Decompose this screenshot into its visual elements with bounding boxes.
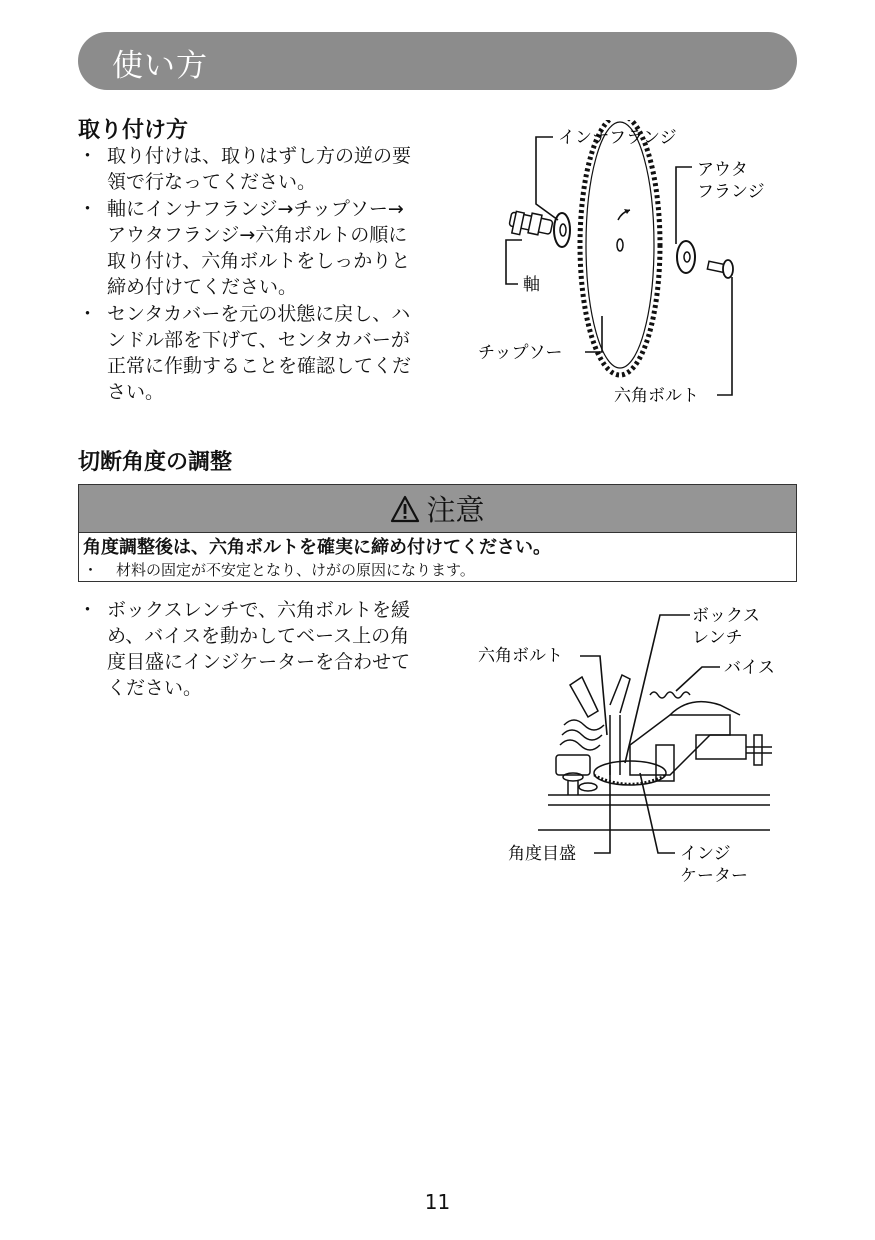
label-outer-flange-line1: アウタ (697, 160, 748, 180)
label-indicator-line2: ケーター (680, 866, 748, 886)
install-heading: 取り付け方 (78, 118, 189, 143)
blade-assembly-figure (470, 120, 800, 410)
list-item: ・ 軸にインナフランジ→チップソー→ アウタフランジ→六角ボルトの順に 取り付け、六角ボルトをしっかりと 締め付けてください。 (78, 198, 411, 298)
caution-sub-text: ・ 材料の固定が不安定となり、けがの原因になります。 (83, 561, 475, 579)
bullet-mark: ・ (78, 303, 98, 325)
label-tip-saw: チップソー (478, 343, 563, 363)
shaft-illustration (509, 211, 553, 234)
section-header-bar (78, 32, 797, 90)
label-hex-bolt: 六角ボルト (614, 386, 699, 406)
bullet-mark: ・ (78, 599, 98, 621)
bullet-mark: ・ (83, 561, 99, 579)
tip-saw-blade-illustration (580, 120, 660, 375)
section-title: 使い方 (112, 48, 208, 84)
angle-adjust-figure (470, 595, 790, 895)
label-hex-bolt: 六角ボルト (478, 646, 563, 666)
caution-header (79, 485, 796, 533)
saw-base-illustration (538, 675, 772, 830)
caution-box (78, 484, 797, 582)
outer-flange-illustration (677, 241, 695, 273)
label-inner-flange: インナフランジ (558, 128, 677, 148)
label-outer-flange-line2: フランジ (697, 182, 765, 202)
caution-title: 注意 (426, 493, 485, 527)
bullet-mark: ・ (78, 198, 98, 220)
angle-instructions (78, 597, 448, 702)
label-box-wrench-line1: ボックス (692, 606, 760, 626)
hex-bolt-illustration (707, 260, 733, 278)
label-box-wrench-line2: レンチ (692, 628, 743, 648)
bullet-mark: ・ (78, 145, 98, 167)
label-indicator-line1: インジ (680, 844, 731, 864)
install-instructions (78, 143, 448, 406)
label-shaft: 軸 (523, 275, 540, 295)
caution-main-text: 角度調整後は、六角ボルトを確実に締め付けてください。 (83, 537, 551, 558)
list-item: ・ ボックスレンチで、六角ボルトを緩 め、バイスを動かしてベース上の角 度目盛にインジケーターを合わせて ください。 (78, 599, 411, 699)
figure-leader-lines (580, 615, 720, 853)
list-item: ・ センタカバーを元の状態に戻し、ハ ンドル部を下げて、センタカバーが 正常に作動することを確認してくだ さい。 (78, 303, 412, 403)
angle-heading: 切断角度の調整 (78, 450, 233, 475)
warning-triangle-icon (390, 495, 420, 523)
list-item: ・ 取り付けは、取りはずし方の逆の要 領で行なってください。 (78, 145, 412, 193)
label-angle-scale: 角度目盛 (508, 844, 576, 864)
label-vise: バイス (724, 658, 775, 678)
page-number: 11 (424, 1190, 451, 1214)
